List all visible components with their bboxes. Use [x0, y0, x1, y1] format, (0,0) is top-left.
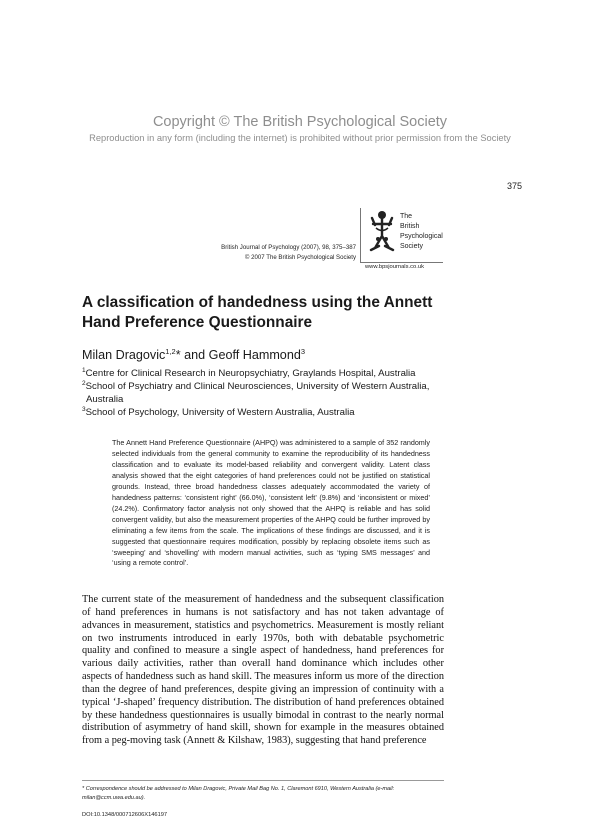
- corresponding-mark: *: [175, 348, 181, 363]
- affiliation: [82, 403, 355, 419]
- author-name: Geoff Hammond: [208, 348, 301, 363]
- authors: [82, 347, 305, 362]
- doi: DOI:10.1348/000712606X146197: [82, 812, 168, 818]
- footnote: * Correspondence should be addressed to Milan Dragovic, Private Mail Bag No. 1, Claremont 6910, Western Australia (e-mail: milan@ccm.uwa.edu.au).: [82, 786, 395, 801]
- society-line: Society: [400, 243, 423, 250]
- society-line: British: [400, 223, 420, 230]
- page-number: 375: [506, 181, 522, 191]
- affiliation-number: 1: [82, 367, 86, 374]
- journal-website: www.bpsjournals.co.uk: [365, 264, 424, 270]
- article-title: A classification of handedness using the Annett Hand Preference Questionnaire: [82, 294, 433, 331]
- affiliation: [82, 377, 429, 393]
- society-name: [400, 212, 443, 252]
- reproduction-notice: Reproduction in any form (including the internet) is prohibited without prior permission from the Society: [89, 133, 511, 143]
- author-connector: and: [180, 348, 209, 363]
- affiliation-text: Centre for Clinical Research in Neuropsychiatry, Graylands Hospital, Australia: [85, 368, 416, 380]
- affiliation-text: School of Psychology, University of Western Australia, Australia: [85, 407, 355, 419]
- journal-copyright: © 2007 The British Psychological Society: [244, 253, 356, 261]
- bps-logo-icon: [367, 208, 397, 256]
- abstract: The Annett Hand Preference Questionnaire (AHPQ) was administered to a sample of 352 randomly selected individuals from the general community to examine the reproducibility of its handedness classification and to evaluate its model-based reliability and convergent validity. Latent class analysis showed that the eight categories of hand preferences could not be justified on statistical grounds. Instead, three broad handedness classes adequately accommodated the variety of handedness patterns: ‘consistent right’ (66.0%), ‘consistent left’ (9.8%) and ‘inconsistent or mixed’ (24.2%). Confirmatory factor analysis not only showed that the AHPQ is reliable and has solid convergent validity, but also the measurement properties of the AHPQ could be further improved by eliminating a few items from the scale. The implications of these findings are discussed, and it is suggested that questionnaire requires modification, possibly by replacing obsolete items such as ‘sweeping’ and ‘shovelling’ with modern manual activities, such as ‘typing SMS messages’ and ‘using a remote control’.: [112, 438, 430, 568]
- author-name: Milan Dragovic: [82, 348, 166, 363]
- journal-citation-block: [116, 243, 356, 263]
- author-affiliation-sup: 1,2: [165, 347, 176, 356]
- body-text: The current state of the measurement of handedness and the subsequent classification of hand preferences in humans is not satisfactory and has not taken advantage of advances in measurement, statistics and psychometrics. Measurement is mostly reliant on two instruments introduced in early 1970s, both with debatable psychometric quality and confined to measure a single aspect of handedness, hand preferences for various daily activities, rather than overall hand dominance which includes other aspects of handedness such as hand skill. The measures inform us more of the direction than the degree of hand preferences, despite giving an impression of continuity with a typical ‘J-shaped’ frequency distribution. The distribution of hand preferences obtained by these handedness questionnaires is usually bimodal in contrast to the nearly normal distribution of asymmetry of hand skill, shown for example in the measures obtained from a peg-moving task (Annett & Kilshaw, 1983), suggesting that hand preference: [82, 594, 444, 747]
- affiliation-text: Australia: [86, 394, 124, 406]
- affiliation-number: 3: [82, 406, 86, 413]
- journal-citation: British Journal of Psychology (2007), 98, 375–387: [221, 244, 356, 251]
- copyright-watermark: Copyright © The British Psychological Society: [152, 114, 448, 130]
- footnote-divider: [82, 780, 444, 781]
- affiliation-text: School of Psychiatry and Clinical Neurosciences, University of Western Australia,: [85, 381, 430, 393]
- society-line: The: [400, 213, 413, 220]
- logo-divider-horizontal: [360, 262, 443, 263]
- society-line: Psychological: [400, 233, 443, 240]
- logo-divider-vertical: [360, 208, 361, 262]
- author-affiliation-sup: 3: [300, 347, 305, 356]
- affiliation-number: 2: [82, 380, 86, 387]
